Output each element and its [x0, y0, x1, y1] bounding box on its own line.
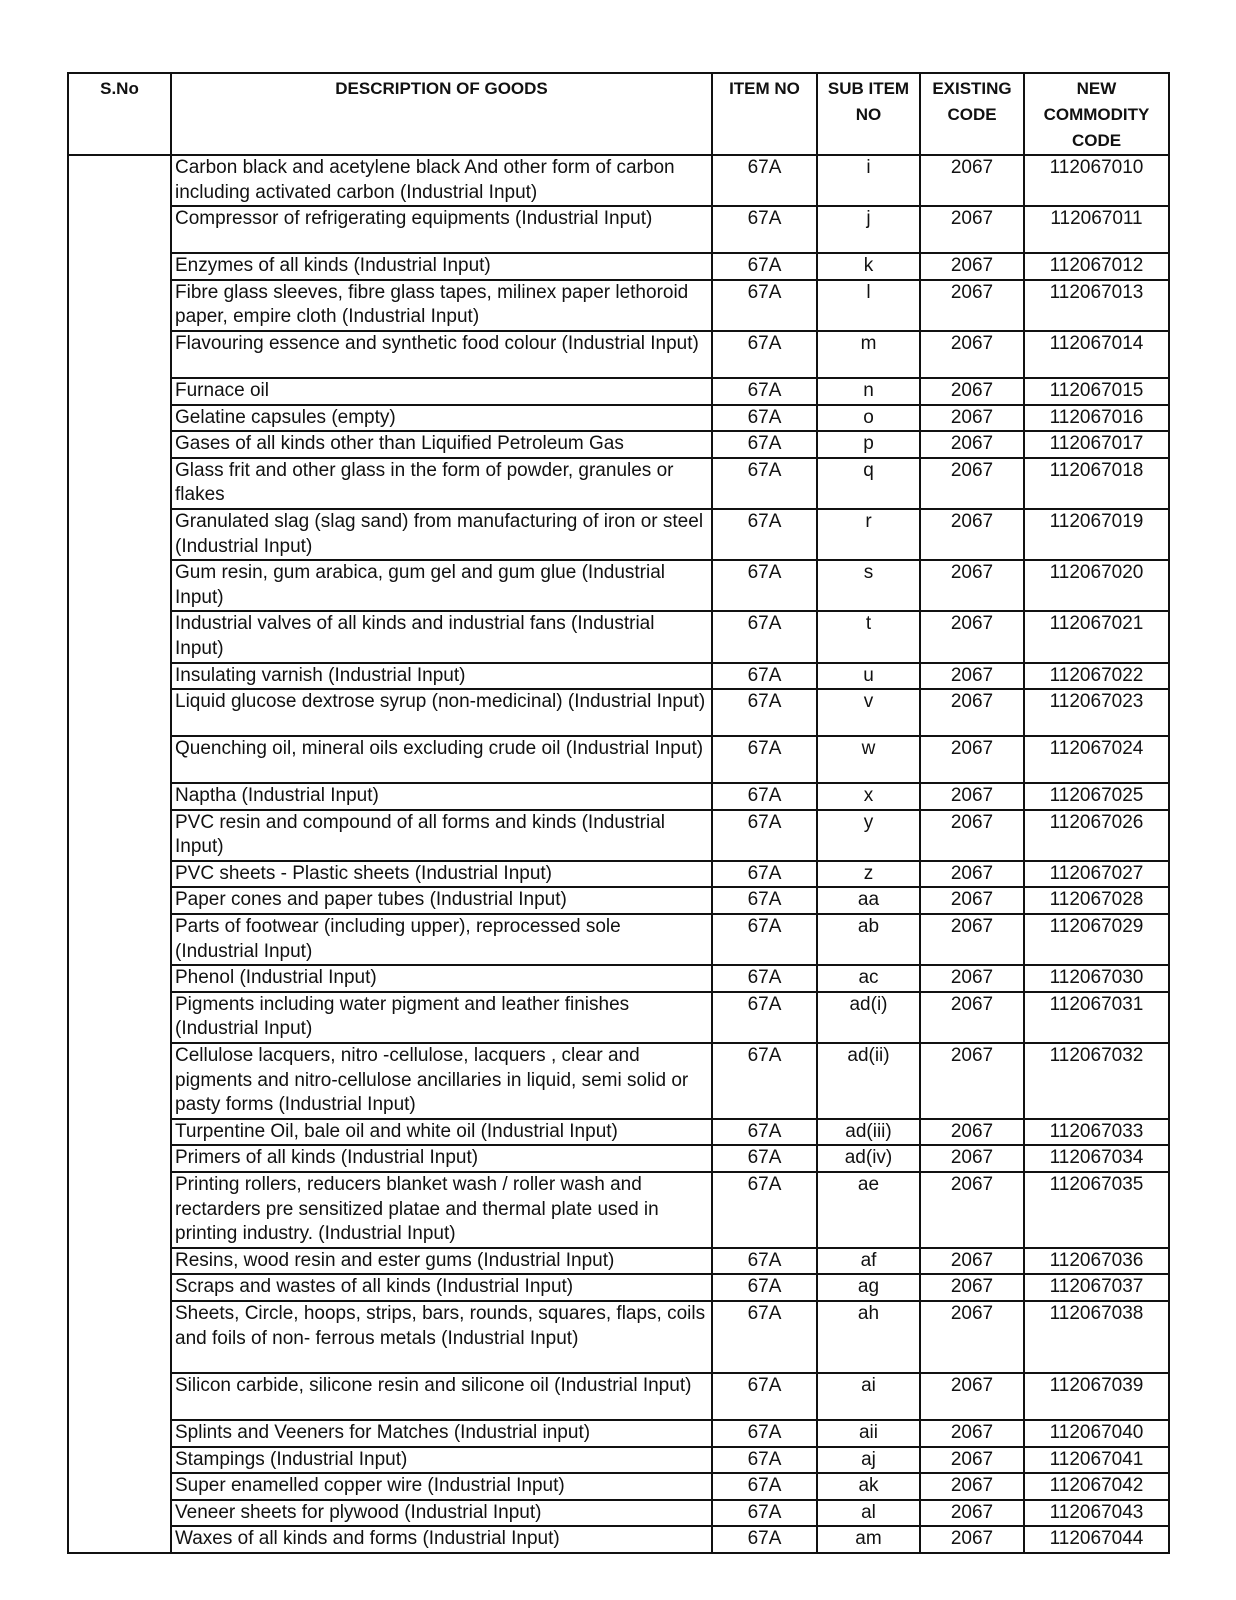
new-commodity-code-cell: 112067029	[1024, 914, 1169, 965]
sub-item-no-cell: ac	[817, 965, 920, 992]
item-no-cell: 67A	[712, 155, 817, 206]
item-no-cell: 67A	[712, 887, 817, 914]
item-no-cell: 67A	[712, 1119, 817, 1146]
existing-code-cell: 2067	[920, 253, 1024, 280]
existing-code-cell: 2067	[920, 1248, 1024, 1275]
description-cell: Gum resin, gum arabica, gum gel and gum glue (Industrial Input)	[171, 560, 712, 611]
item-no-cell: 67A	[712, 378, 817, 405]
item-no-cell: 67A	[712, 1526, 817, 1553]
item-no-cell: 67A	[712, 1373, 817, 1420]
new-commodity-code-cell: 112067016	[1024, 405, 1169, 432]
sub-item-no-cell: ah	[817, 1301, 920, 1373]
existing-code-cell: 2067	[920, 783, 1024, 810]
sub-item-no-cell: t	[817, 611, 920, 662]
table-row	[68, 810, 1169, 861]
sub-item-no-cell: w	[817, 736, 920, 783]
description-cell: Waxes of all kinds and forms (Industrial Input)	[171, 1526, 712, 1553]
table-row	[68, 914, 1169, 965]
sub-item-no-cell: ad(iv)	[817, 1145, 920, 1172]
header-new-commodity-code: NEW COMMODITY CODE	[1024, 73, 1169, 155]
item-no-cell: 67A	[712, 1043, 817, 1119]
header-sub-item-no: SUB ITEM NO	[817, 73, 920, 155]
new-commodity-code-cell: 112067033	[1024, 1119, 1169, 1146]
new-commodity-code-cell: 112067013	[1024, 280, 1169, 331]
header-sno: S.No	[68, 73, 171, 155]
description-cell: Glass frit and other glass in the form of powder, granules or flakes	[171, 458, 712, 509]
description-cell: Furnace oil	[171, 378, 712, 405]
description-cell: Gases of all kinds other than Liquified Petroleum Gas	[171, 431, 712, 458]
new-commodity-code-cell: 112067014	[1024, 331, 1169, 378]
item-no-cell: 67A	[712, 405, 817, 432]
existing-code-cell: 2067	[920, 155, 1024, 206]
table-body	[68, 155, 1169, 1553]
existing-code-cell: 2067	[920, 280, 1024, 331]
commodity-code-table	[67, 72, 1170, 1554]
description-cell: Primers of all kinds (Industrial Input)	[171, 1145, 712, 1172]
new-commodity-code-cell: 112067011	[1024, 206, 1169, 253]
sub-item-no-cell: af	[817, 1248, 920, 1275]
table-row	[68, 458, 1169, 509]
new-commodity-code-cell: 112067021	[1024, 611, 1169, 662]
item-no-cell: 67A	[712, 1500, 817, 1527]
description-cell: Parts of footwear (including upper), reprocessed sole (Industrial Input)	[171, 914, 712, 965]
new-commodity-code-cell: 112067012	[1024, 253, 1169, 280]
item-no-cell: 67A	[712, 1420, 817, 1447]
description-cell: Turpentine Oil, bale oil and white oil (Industrial Input)	[171, 1119, 712, 1146]
description-cell: Veneer sheets for plywood (Industrial Input)	[171, 1500, 712, 1527]
sub-item-no-cell: z	[817, 861, 920, 888]
existing-code-cell: 2067	[920, 965, 1024, 992]
existing-code-cell: 2067	[920, 1373, 1024, 1420]
sub-item-no-cell: ak	[817, 1473, 920, 1500]
item-no-cell: 67A	[712, 1248, 817, 1275]
sub-item-no-cell: v	[817, 689, 920, 736]
new-commodity-code-cell: 112067015	[1024, 378, 1169, 405]
sub-item-no-cell: o	[817, 405, 920, 432]
table-header-row	[68, 73, 1169, 155]
new-commodity-code-cell: 112067030	[1024, 965, 1169, 992]
existing-code-cell: 2067	[920, 663, 1024, 690]
table-row	[68, 509, 1169, 560]
existing-code-cell: 2067	[920, 914, 1024, 965]
description-cell: Industrial valves of all kinds and industrial fans (Industrial Input)	[171, 611, 712, 662]
new-commodity-code-cell: 112067010	[1024, 155, 1169, 206]
table-row	[68, 1248, 1169, 1275]
sub-item-no-cell: ad(ii)	[817, 1043, 920, 1119]
sub-item-no-cell: ad(iii)	[817, 1119, 920, 1146]
item-no-cell: 67A	[712, 458, 817, 509]
new-commodity-code-cell: 112067040	[1024, 1420, 1169, 1447]
sub-item-no-cell: ai	[817, 1373, 920, 1420]
new-commodity-code-cell: 112067037	[1024, 1274, 1169, 1301]
item-no-cell: 67A	[712, 1172, 817, 1248]
sub-item-no-cell: aa	[817, 887, 920, 914]
table-row	[68, 1500, 1169, 1527]
table-row	[68, 378, 1169, 405]
item-no-cell: 67A	[712, 663, 817, 690]
header-item-no: ITEM NO	[712, 73, 817, 155]
table-row	[68, 1473, 1169, 1500]
description-cell: Compressor of refrigerating equipments (Industrial Input)	[171, 206, 712, 253]
description-cell: Phenol (Industrial Input)	[171, 965, 712, 992]
description-cell: Paper cones and paper tubes (Industrial Input)	[171, 887, 712, 914]
table-row	[68, 280, 1169, 331]
table-row	[68, 1145, 1169, 1172]
new-commodity-code-cell: 112067041	[1024, 1447, 1169, 1474]
item-no-cell: 67A	[712, 431, 817, 458]
existing-code-cell: 2067	[920, 611, 1024, 662]
table-row	[68, 1172, 1169, 1248]
description-cell: Splints and Veeners for Matches (Industrial input)	[171, 1420, 712, 1447]
existing-code-cell: 2067	[920, 431, 1024, 458]
sub-item-no-cell: ag	[817, 1274, 920, 1301]
existing-code-cell: 2067	[920, 736, 1024, 783]
description-cell: Resins, wood resin and ester gums (Industrial Input)	[171, 1248, 712, 1275]
new-commodity-code-cell: 112067035	[1024, 1172, 1169, 1248]
new-commodity-code-cell: 112067043	[1024, 1500, 1169, 1527]
sub-item-no-cell: aj	[817, 1447, 920, 1474]
item-no-cell: 67A	[712, 914, 817, 965]
table-row	[68, 1043, 1169, 1119]
description-cell: Cellulose lacquers, nitro -cellulose, lacquers , clear and pigments and nitro-cellulose ancillaries in liquid, semi solid or pasty forms (Industrial Input)	[171, 1043, 712, 1119]
table-row	[68, 1447, 1169, 1474]
sub-item-no-cell: al	[817, 1500, 920, 1527]
existing-code-cell: 2067	[920, 560, 1024, 611]
new-commodity-code-cell: 112067017	[1024, 431, 1169, 458]
table-row	[68, 965, 1169, 992]
item-no-cell: 67A	[712, 1274, 817, 1301]
existing-code-cell: 2067	[920, 1145, 1024, 1172]
existing-code-cell: 2067	[920, 458, 1024, 509]
existing-code-cell: 2067	[920, 689, 1024, 736]
description-cell: Super enamelled copper wire (Industrial Input)	[171, 1473, 712, 1500]
sub-item-no-cell: am	[817, 1526, 920, 1553]
sub-item-no-cell: aii	[817, 1420, 920, 1447]
item-no-cell: 67A	[712, 1473, 817, 1500]
description-cell: Quenching oil, mineral oils excluding crude oil (Industrial Input)	[171, 736, 712, 783]
item-no-cell: 67A	[712, 1447, 817, 1474]
sub-item-no-cell: k	[817, 253, 920, 280]
sub-item-no-cell: i	[817, 155, 920, 206]
table-row	[68, 663, 1169, 690]
item-no-cell: 67A	[712, 206, 817, 253]
description-cell: PVC resin and compound of all forms and kinds (Industrial Input)	[171, 810, 712, 861]
header-existing-code: EXISTING CODE	[920, 73, 1024, 155]
description-cell: Naptha (Industrial Input)	[171, 783, 712, 810]
existing-code-cell: 2067	[920, 206, 1024, 253]
sub-item-no-cell: l	[817, 280, 920, 331]
description-cell: Sheets, Circle, hoops, strips, bars, rounds, squares, flaps, coils and foils of non- ferrous metals (Industrial Input)	[171, 1301, 712, 1373]
table-row	[68, 992, 1169, 1043]
existing-code-cell: 2067	[920, 810, 1024, 861]
item-no-cell: 67A	[712, 783, 817, 810]
description-cell: Pigments including water pigment and leather finishes (Industrial Input)	[171, 992, 712, 1043]
existing-code-cell: 2067	[920, 1172, 1024, 1248]
table-row	[68, 1373, 1169, 1420]
table-row	[68, 155, 1169, 206]
sub-item-no-cell: s	[817, 560, 920, 611]
new-commodity-code-cell: 112067038	[1024, 1301, 1169, 1373]
new-commodity-code-cell: 112067018	[1024, 458, 1169, 509]
sub-item-no-cell: m	[817, 331, 920, 378]
new-commodity-code-cell: 112067044	[1024, 1526, 1169, 1553]
new-commodity-code-cell: 112067028	[1024, 887, 1169, 914]
new-commodity-code-cell: 112067025	[1024, 783, 1169, 810]
sub-item-no-cell: p	[817, 431, 920, 458]
description-cell: Liquid glucose dextrose syrup (non-medicinal) (Industrial Input)	[171, 689, 712, 736]
table-row	[68, 1119, 1169, 1146]
description-cell: PVC sheets - Plastic sheets (Industrial Input)	[171, 861, 712, 888]
new-commodity-code-cell: 112067026	[1024, 810, 1169, 861]
existing-code-cell: 2067	[920, 1500, 1024, 1527]
existing-code-cell: 2067	[920, 1473, 1024, 1500]
table-row	[68, 560, 1169, 611]
new-commodity-code-cell: 112067042	[1024, 1473, 1169, 1500]
table-row	[68, 431, 1169, 458]
existing-code-cell: 2067	[920, 1526, 1024, 1553]
existing-code-cell: 2067	[920, 378, 1024, 405]
description-cell: Gelatine capsules (empty)	[171, 405, 712, 432]
sub-item-no-cell: x	[817, 783, 920, 810]
table-row	[68, 887, 1169, 914]
description-cell: Enzymes of all kinds (Industrial Input)	[171, 253, 712, 280]
existing-code-cell: 2067	[920, 992, 1024, 1043]
existing-code-cell: 2067	[920, 1043, 1024, 1119]
new-commodity-code-cell: 112067027	[1024, 861, 1169, 888]
table-row	[68, 861, 1169, 888]
sub-item-no-cell: ae	[817, 1172, 920, 1248]
item-no-cell: 67A	[712, 611, 817, 662]
new-commodity-code-cell: 112067036	[1024, 1248, 1169, 1275]
existing-code-cell: 2067	[920, 1447, 1024, 1474]
existing-code-cell: 2067	[920, 1119, 1024, 1146]
new-commodity-code-cell: 112067034	[1024, 1145, 1169, 1172]
table-row	[68, 1526, 1169, 1553]
description-cell: Fibre glass sleeves, fibre glass tapes, milinex paper lethoroid paper, empire cloth (Industrial Input)	[171, 280, 712, 331]
existing-code-cell: 2067	[920, 861, 1024, 888]
table-row	[68, 783, 1169, 810]
table-row	[68, 736, 1169, 783]
item-no-cell: 67A	[712, 1301, 817, 1373]
description-cell: Printing rollers, reducers blanket wash / roller wash and rectarders pre sensitized platae and thermal plate used in printing industry. (Industrial Input)	[171, 1172, 712, 1248]
new-commodity-code-cell: 112067019	[1024, 509, 1169, 560]
description-cell: Granulated slag (slag sand) from manufacturing of iron or steel (Industrial Input)	[171, 509, 712, 560]
item-no-cell: 67A	[712, 1145, 817, 1172]
new-commodity-code-cell: 112067031	[1024, 992, 1169, 1043]
description-cell: Carbon black and acetylene black And other form of carbon including activated carbon (Industrial Input)	[171, 155, 712, 206]
existing-code-cell: 2067	[920, 331, 1024, 378]
sub-item-no-cell: n	[817, 378, 920, 405]
sub-item-no-cell: j	[817, 206, 920, 253]
description-cell: Silicon carbide, silicone resin and silicone oil (Industrial Input)	[171, 1373, 712, 1420]
item-no-cell: 67A	[712, 331, 817, 378]
table-row	[68, 253, 1169, 280]
item-no-cell: 67A	[712, 992, 817, 1043]
new-commodity-code-cell: 112067032	[1024, 1043, 1169, 1119]
table-row	[68, 1274, 1169, 1301]
new-commodity-code-cell: 112067024	[1024, 736, 1169, 783]
sub-item-no-cell: r	[817, 509, 920, 560]
table-row	[68, 405, 1169, 432]
item-no-cell: 67A	[712, 965, 817, 992]
table-row	[68, 331, 1169, 378]
sub-item-no-cell: y	[817, 810, 920, 861]
description-cell: Flavouring essence and synthetic food colour (Industrial Input)	[171, 331, 712, 378]
item-no-cell: 67A	[712, 280, 817, 331]
table-row	[68, 1420, 1169, 1447]
existing-code-cell: 2067	[920, 1420, 1024, 1447]
new-commodity-code-cell: 112067039	[1024, 1373, 1169, 1420]
table-row	[68, 206, 1169, 253]
item-no-cell: 67A	[712, 253, 817, 280]
item-no-cell: 67A	[712, 560, 817, 611]
existing-code-cell: 2067	[920, 405, 1024, 432]
item-no-cell: 67A	[712, 736, 817, 783]
description-cell: Stampings (Industrial Input)	[171, 1447, 712, 1474]
new-commodity-code-cell: 112067020	[1024, 560, 1169, 611]
existing-code-cell: 2067	[920, 887, 1024, 914]
table-row	[68, 1301, 1169, 1373]
sub-item-no-cell: u	[817, 663, 920, 690]
item-no-cell: 67A	[712, 810, 817, 861]
sub-item-no-cell: ad(i)	[817, 992, 920, 1043]
item-no-cell: 67A	[712, 861, 817, 888]
sub-item-no-cell: ab	[817, 914, 920, 965]
existing-code-cell: 2067	[920, 509, 1024, 560]
existing-code-cell: 2067	[920, 1274, 1024, 1301]
new-commodity-code-cell: 112067023	[1024, 689, 1169, 736]
description-cell: Scraps and wastes of all kinds (Industrial Input)	[171, 1274, 712, 1301]
item-no-cell: 67A	[712, 509, 817, 560]
description-cell: Insulating varnish (Industrial Input)	[171, 663, 712, 690]
item-no-cell: 67A	[712, 689, 817, 736]
existing-code-cell: 2067	[920, 1301, 1024, 1373]
table-row	[68, 611, 1169, 662]
sub-item-no-cell: q	[817, 458, 920, 509]
table-row	[68, 689, 1169, 736]
new-commodity-code-cell: 112067022	[1024, 663, 1169, 690]
sno-cell	[68, 155, 171, 1553]
header-description: DESCRIPTION OF GOODS	[171, 73, 712, 155]
